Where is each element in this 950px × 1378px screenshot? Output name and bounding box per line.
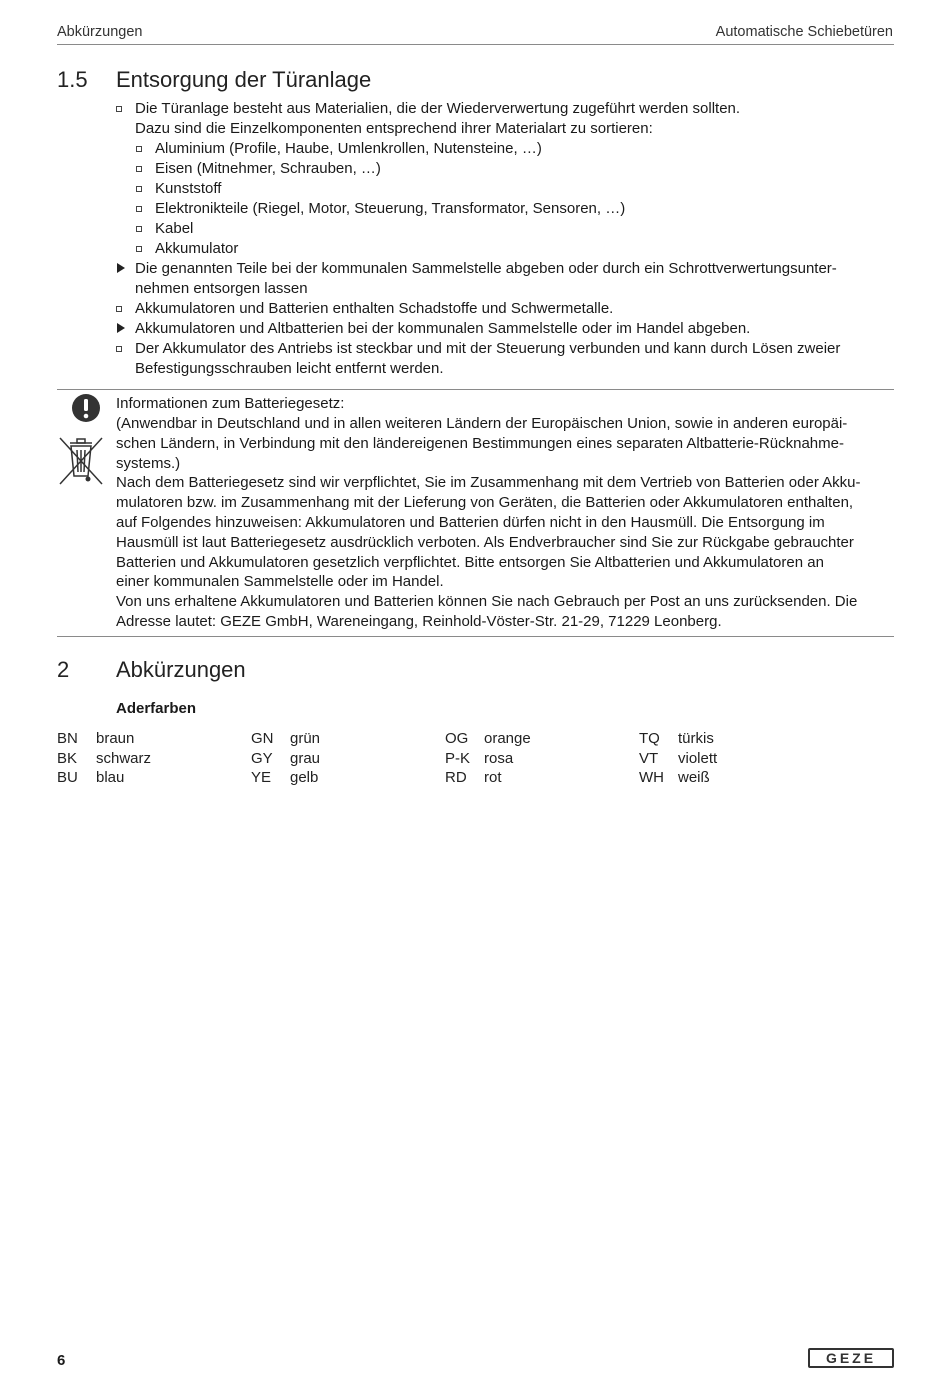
abbr-code: TQ [639,730,660,747]
sub-list-item: Elektronikteile (Riegel, Motor, Steuerung, Transformator, Sensoren, …) [155,200,626,217]
notice-text: Nach dem Batteriegesetz sind wir verpflichtet, Sie im Zusammenhang mit dem Vertrieb von Batterien oder Akku- [116,474,861,491]
square-bullet [136,146,142,152]
list-item: Die Türanlage besteht aus Materialien, die der Wiederverwertung zugeführt werden sollten. [135,100,741,117]
abbr-code: P-K [445,750,471,767]
abbr-code: YE [251,769,272,786]
notice-text: Batterien und Akkumulatoren gesetzlich verpflichtet. Bitte entsorgen Sie Altbatterien und Akkumulatoren an [116,554,824,571]
abbr-code: BU [57,769,78,786]
action-item: Die genannten Teile bei der kommunalen Sammelstelle abgeben oder durch ein Schrottverwertungsunter- [135,260,837,277]
abbr-name: rot [484,769,502,786]
list-item: Der Akkumulator des Antriebs ist steckbar und mit der Steuerung verbunden und kann durch Lösen zweier [135,340,841,357]
abbr-name: rosa [484,750,514,767]
action-arrow-icon [117,323,125,333]
square-bullet [136,226,142,232]
square-bullet [116,306,122,312]
square-bullet [136,206,142,212]
abbr-code: GY [251,750,273,767]
square-bullet [136,166,142,172]
abbr-name: gelb [290,769,319,786]
notice-text: systems.) [116,455,181,472]
notice-text: (Anwendbar in Deutschland und in allen weiteren Ländern der Europäischen Union, sowie in anderen europäi- [116,415,848,432]
abbr-code: RD [445,769,467,786]
list-item-continuation: Dazu sind die Einzelkomponenten entsprechend ihrer Materialart zu sortieren: [135,120,653,137]
square-bullet [116,346,122,352]
abbr-code: WH [639,769,664,786]
sub-list-item: Kabel [155,220,194,237]
action-item: Akkumulatoren und Altbatterien bei der kommunalen Sammelstelle oder im Handel abgeben. [135,320,751,337]
abbr-code: OG [445,730,469,747]
square-bullet [136,246,142,252]
abbr-name: violett [678,750,718,767]
notice-text: Adresse lautet: GEZE GmbH, Wareneingang, Reinhold-Vöster-Str. 21-29, 71229 Leonberg. [116,613,722,630]
abbr-name: orange [484,730,531,747]
notice-text: mulatoren bzw. im Zusammenhang mit der Lieferung von Geräten, die Batterien oder Akkumulatoren enthalten, [116,494,854,511]
sub-list-item: Aluminium (Profile, Haube, Umlenkrollen, Nutensteine, …) [155,140,542,157]
abbr-name: türkis [678,730,714,747]
notice-text: Von uns erhaltene Akkumulatoren und Batterien können Sie nach Gebrauch per Post an uns zurücksenden. Die [116,593,858,610]
crossed-bin-icon [56,434,106,488]
running-header-right: Automatische Schiebetüren [715,24,893,40]
notice-text: schen Ländern, in Verbindung mit den ländereigenen Bestimmungen eines separaten Altbatterie-Rücknahme- [116,435,844,452]
section-title: Entsorgung der Türanlage [116,67,372,92]
page-number: 6 [57,1352,66,1369]
abbr-name: grau [290,750,321,767]
section-number: 1.5 [57,67,88,92]
notice-text: auf Folgendes hinzuweisen: Akkumulatoren und Batterien dürfen nicht in den Hausmüll. Die Entsorgung im [116,514,825,531]
geze-logo: GEZE [808,1348,894,1368]
running-header-left: Abkürzungen [57,24,143,40]
abbr-name: grün [290,730,321,747]
notice-text: einer kommunalen Sammelstelle oder im Handel. [116,573,444,590]
square-bullet [136,186,142,192]
section-title: Abkürzungen [116,657,246,682]
square-bullet [116,106,122,112]
notice-top-rule [57,389,894,390]
abbr-name: schwarz [96,750,152,767]
notice-title: Informationen zum Batteriegesetz: [116,395,345,412]
header-rule [57,44,894,45]
notice-bottom-rule [57,636,894,637]
abbr-code: GN [251,730,274,747]
subheading-aderfarben: Aderfarben [116,700,197,717]
list-item-continuation: Befestigungsschrauben leicht entfernt werden. [135,360,444,377]
abbr-code: VT [639,750,659,767]
list-item: Akkumulatoren und Batterien enthalten Schadstoffe und Schwermetalle. [135,300,614,317]
action-arrow-icon [117,263,125,273]
sub-list-item: Akkumulator [155,240,239,257]
notice-text: Hausmüll ist laut Batteriegesetz ausdrücklich verboten. Als Endverbraucher sind Sie zur Rückgabe gebrauchter [116,534,854,551]
abbr-name: blau [96,769,125,786]
abbr-code: BK [57,750,78,767]
abbr-name: braun [96,730,135,747]
section-number: 2 [57,657,70,682]
sub-list-item: Kunststoff [155,180,222,197]
exclamation-icon [70,392,102,424]
abbr-code: BN [57,730,78,747]
sub-list-item: Eisen (Mitnehmer, Schrauben, …) [155,160,381,177]
action-item-continuation: nehmen entsorgen lassen [135,280,308,297]
abbr-name: weiß [678,769,710,786]
